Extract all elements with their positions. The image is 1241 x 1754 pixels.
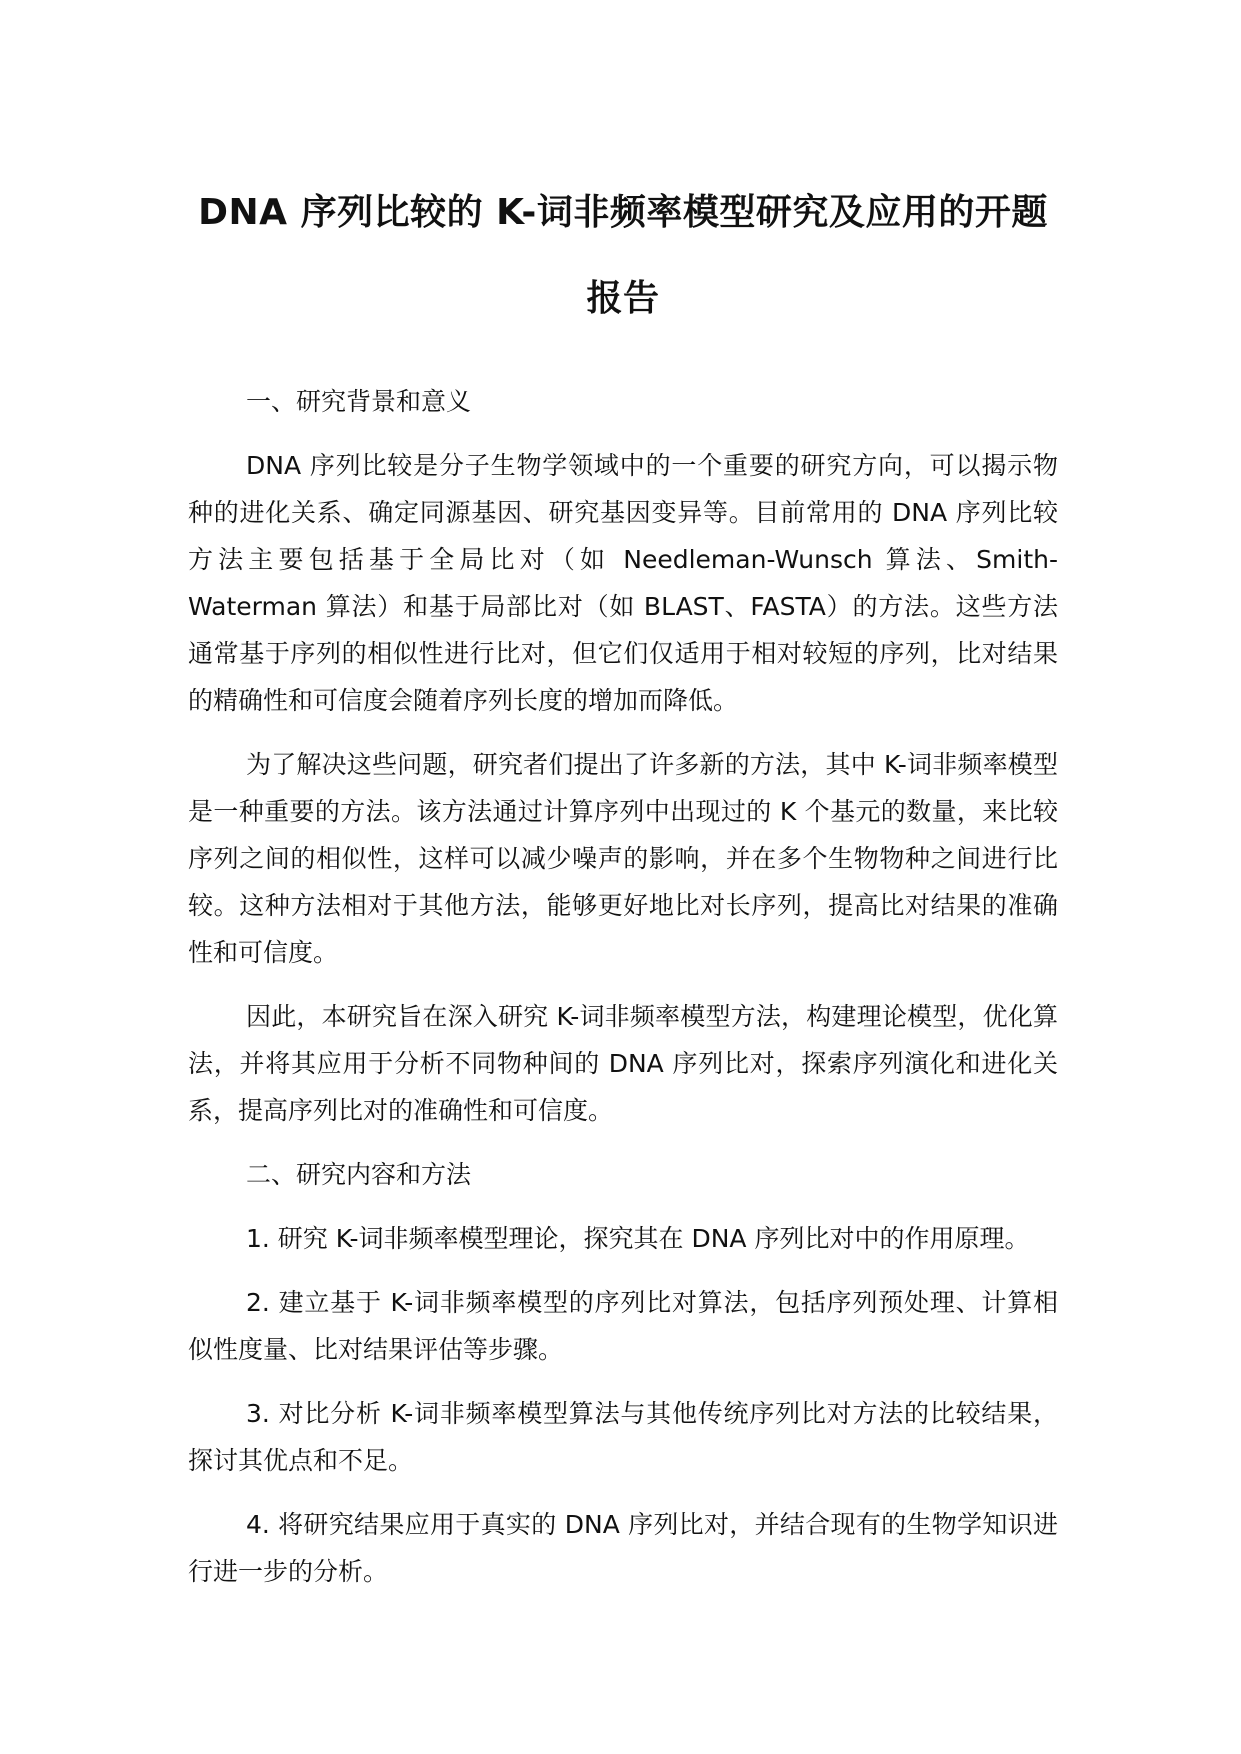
list-item-4: 4. 将研究结果应用于真实的 DNA 序列比对，并结合现有的生物学知识进行进一步的分析。 (188, 1510, 1058, 1586)
paragraph-background-3: 因此，本研究旨在深入研究 K-词非频率模型方法，构建理论模型，优化算法，并将其应用于分析不同物种间的 DNA 序列比对，探索序列演化和进化关系，提高序列比对的准确性和可信度。 (188, 1002, 1058, 1125)
list-item-2: 2. 建立基于 K-词非频率模型的序列比对算法，包括序列预处理、计算相似性度量、比对结果评估等步骤。 (188, 1288, 1058, 1364)
section-heading-background: 一、研究背景和意义 (246, 387, 472, 416)
paragraph-background-1: DNA 序列比较是分子生物学领域中的一个重要的研究方向，可以揭示物种的进化关系、确定同源基因、研究基因变异等。目前常用的 DNA 序列比较方法主要包括基于全局比对（如 Needleman-Wunsch 算法、Smith-Waterman 算法）和基于局部比对（如 BLAST、FASTA）的方法。这些方法通常基于序列的相似性进行比对，但它们仅适用于相对较短的序列，比对结果的精确性和可信度会随着序列长度的增加而降低。 (188, 451, 1058, 715)
paragraph-background-2: 为了解决这些问题，研究者们提出了许多新的方法，其中 K-词非频率模型是一种重要的方法。该方法通过计算序列中出现过的 K 个基元的数量，来比较序列之间的相似性，这样可以减少噪声的影响，并在多个生物物种之间进行比较。这种方法相对于其他方法，能够更好地比对长序列，提高比对结果的准确性和可信度。 (188, 750, 1058, 967)
document-body (188, 378, 1058, 1612)
document-title: DNA 序列比较的 K-词非频率模型研究及应用的开题报告 (198, 192, 1048, 319)
list-item-1: 1. 研究 K-词非频率模型理论，探究其在 DNA 序列比对中的作用原理。 (246, 1224, 1030, 1253)
list-item-3: 3. 对比分析 K-词非频率模型算法与其他传统序列比对方法的比较结果，探讨其优点和不足。 (188, 1399, 1058, 1475)
section-heading-methods: 二、研究内容和方法 (246, 1160, 472, 1189)
